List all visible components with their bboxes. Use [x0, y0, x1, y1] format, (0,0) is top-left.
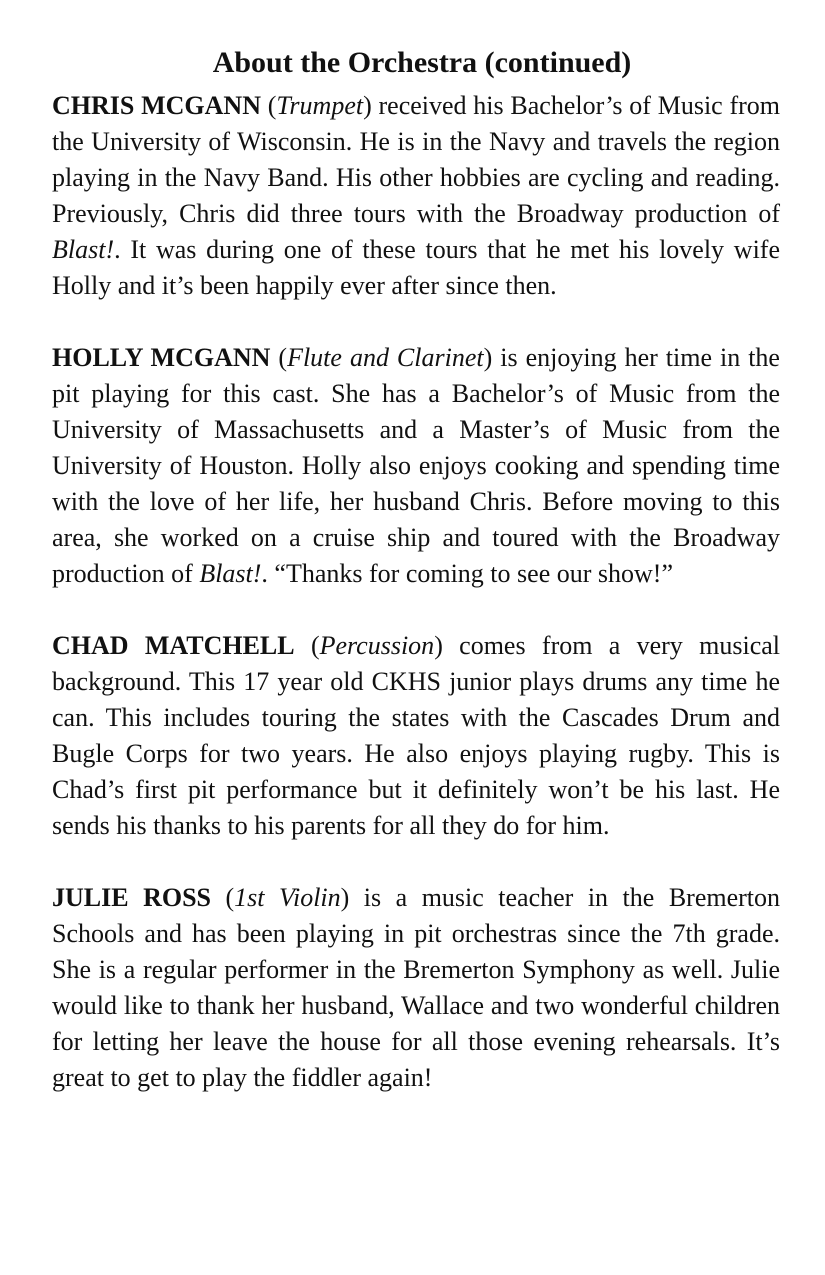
show-title: Blast!: [199, 559, 262, 588]
page-title: About the Orchestra (continued): [212, 46, 632, 79]
bio-name: HOLLY MCGANN: [52, 343, 271, 372]
bio-text: . “Thanks for coming to see our show!”: [261, 559, 673, 588]
show-title: Blast!: [52, 235, 115, 264]
bio-text: . It was during one of these tours that he met his lovely wife Holly and it’s been happily ever after since then.: [52, 235, 780, 300]
bio-name: CHAD MATCHELL: [52, 631, 295, 660]
bio-text: received his Bachelor’s of Music from the University of Wisconsin. He is in the Navy and travels the region playing in the Navy Band. His other hobbies are cycling and reading. Previously, Chris did three tours with the Broadway production of: [52, 91, 780, 228]
bio-chris-mcgann: CHRIS MCGANN (Trumpet) received his Bachelor’s of Music from the University of Wisconsin. He is in the Navy and travels the region playing in the Navy Band. His other hobbies are cycling and reading. Previously, Chris did three tours with the Broadway production of Blast!. It was during one of these tours that he met his lovely wife Holly and it’s been happily ever after since then.: [52, 91, 780, 300]
bio-text: is a music teacher in the Bremerton Schools and has been playing in pit orchestras since the 7th grade. She is a regular performer in the Bremerton Symphony as well. Julie would like to thank her husband, Wallace and two wonderful children for letting her leave the house for all those evening rehearsals. It’s great to get to play the fiddler again!: [52, 883, 781, 1092]
bio-instrument: Flute and Clarinet: [287, 343, 484, 372]
bio-julie-ross: JULIE ROSS (1st Violin) is a music teacher in the Bremerton Schools and has been playing in pit orchestras since the 7th grade. She is a regular performer in the Bremerton Symphony as well. Julie would like to thank her husband, Wallace and two wonderful children for letting her leave the house for all those evening rehearsals. It’s great to get to play the fiddler again!: [52, 883, 781, 1092]
bio-text: comes from a very musical background. This 17 year old CKHS junior plays drums any time he can. This includes touring the states with the Cascades Drum and Bugle Corps for two years. He also enjoys playing rugby. This is Chad’s first pit performance but it definitely won’t be his last. He sends his thanks to his parents for all they do for him.: [52, 631, 780, 840]
bio-name: JULIE ROSS: [52, 883, 211, 912]
bio-name: CHRIS MCGANN: [52, 91, 261, 120]
bio-instrument: 1st Violin: [234, 883, 341, 912]
program-page: [52, 38, 780, 1132]
bio-chad-matchell: CHAD MATCHELL (Percussion) comes from a very musical background. This 17 year old CKHS junior plays drums any time he can. This includes touring the states with the Cascades Drum and Bugle Corps for two years. He also enjoys playing rugby. This is Chad’s first pit performance but it definitely won’t be his last. He sends his thanks to his parents for all they do for him.: [52, 631, 780, 840]
bio-text: is enjoying her time in the pit playing for this cast. She has a Bachelor’s of Music from the University of Massachusetts and a Master’s of Music from the University of Houston. Holly also enjoys cooking and spending time with the love of her life, her husband Chris. Before moving to this area, she worked on a cruise ship and toured with the Broadway production of: [52, 343, 780, 588]
bio-holly-mcgann: HOLLY MCGANN (Flute and Clarinet) is enjoying her time in the pit playing for this cast. She has a Bachelor’s of Music from the University of Massachusetts and a Master’s of Music from the University of Houston. Holly also enjoys cooking and spending time with the love of her life, her husband Chris. Before moving to this area, she worked on a cruise ship and toured with the Broadway production of Blast!. “Thanks for coming to see our show!”: [52, 343, 780, 588]
bio-instrument: Trumpet: [276, 91, 364, 120]
bio-instrument: Percussion: [319, 631, 435, 660]
